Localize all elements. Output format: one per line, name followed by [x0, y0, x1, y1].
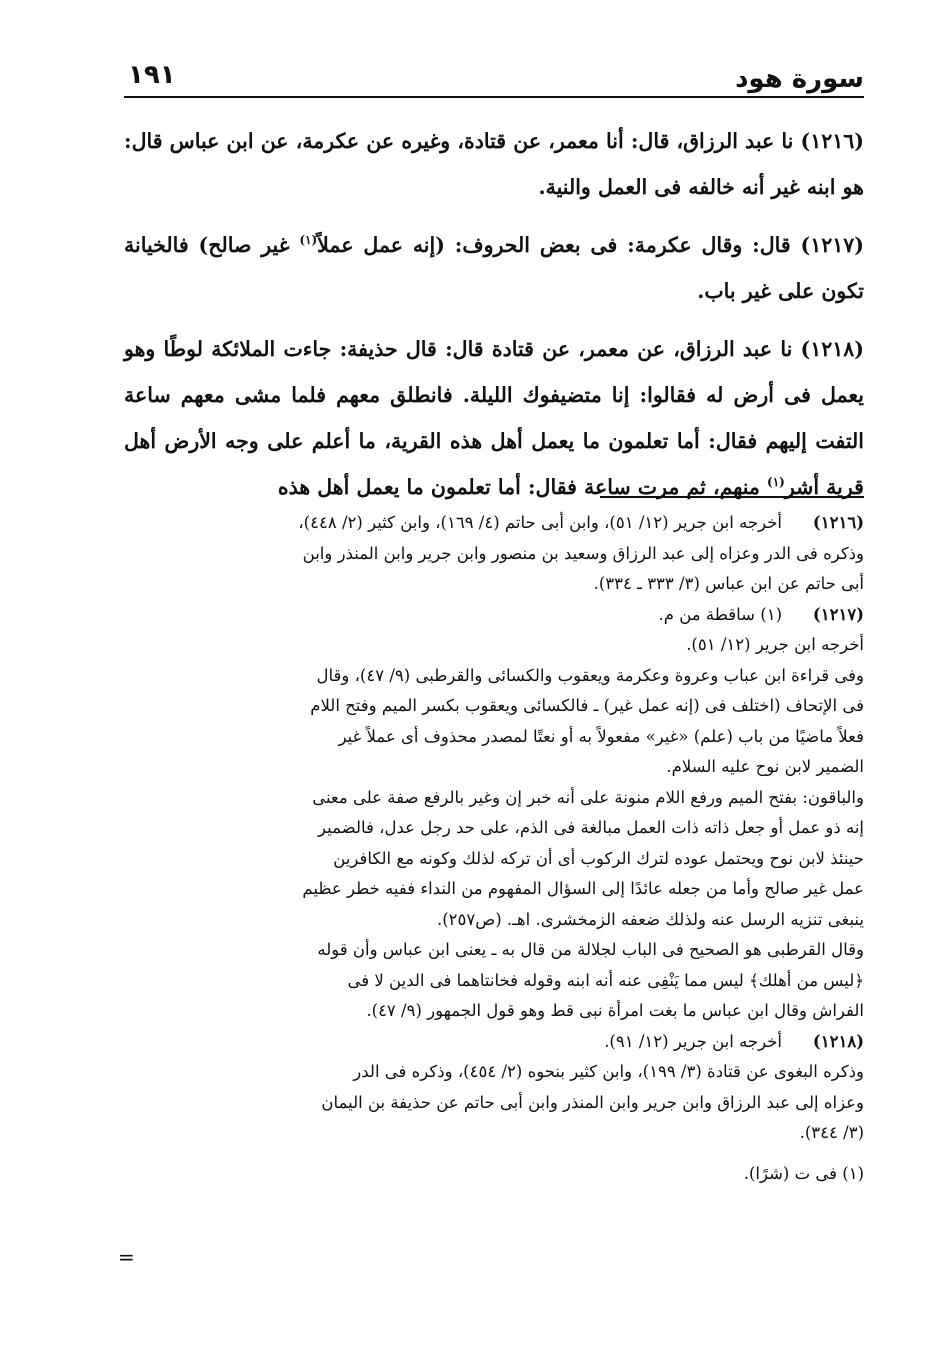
- hadith-text: نا عبد الرزاق، قال: أنا معمر، عن قتادة، وغيره عن عكرمة، عن ابن عباس قال: هو ابنه غير أنه خالفه فى العمل والنية.: [124, 129, 864, 199]
- footnote-line: وقال القرطبى هو الصحيح فى الباب لجلالة من قال به ـ يعنى ابن عباس وأن قوله: [317, 940, 864, 959]
- hadith-1218: [124, 326, 864, 510]
- footnote-number: (١٢١٧): [812, 604, 864, 624]
- footnote-line: ﴿ليس من أهلك﴾ ليس مما يَنْفِى عنه أنه ابنه وقوله فخانتاهما فى الدين لا فى: [347, 970, 864, 990]
- footnote-line: أبى حاتم عن ابن عباس (٣/ ٣٣٣ ـ ٣٣٤).: [593, 574, 864, 593]
- footnote-body: [124, 600, 782, 631]
- page-number: ١٩١: [128, 60, 176, 90]
- hadith-text: نا عبد الرزاق، عن معمر، عن قتادة قال: قال حذيفة: جاءت الملائكة لوطًا وهو يعمل فى أرض له فقالوا: إنا متضيفوك الليلة. فانطلق معهم فلما مشى معهم ساعة التفت إليهم فقال: أما تعلمون ما يعمل أهل هذه القرية، ما أعلم على وجه الأرض أهل قرية أشر: [124, 337, 864, 499]
- footnote-line: إنه ذو عمل أو جعل ذاته ذات العمل مبالغة فى الذم، على حد رجل عدل، فالضمير: [318, 818, 864, 837]
- footnote-line: وفى قراءة ابن عباب وعروة وعكرمة ويعقوب والكسائى والقرطبى (٩/ ٤٧)، وقال: [316, 665, 864, 685]
- footnote-body: [124, 1027, 782, 1058]
- footnote-number: (١٢١٨): [812, 1031, 864, 1051]
- footnotes: [124, 508, 864, 1189]
- hadith-1217: [124, 222, 864, 314]
- hadith-1216: [124, 118, 864, 210]
- hadith-text: قال: وقال عكرمة: فى بعض الحروف: (إنه عمل عملاً: [317, 233, 791, 257]
- footnote-line: أخرجه ابن جرير (١٢/ ٥١)، وابن أبى حاتم (٤/ ١٦٩)، وابن كثير (٢/ ٤٤٨)،: [298, 513, 782, 532]
- footnote-line: أخرجه ابن جرير (١٢/ ٩١).: [604, 1031, 782, 1051]
- footnote-line: ينبغى تنزيه الرسل عنه ولذلك ضعفه الزمخشرى. اهـ. (ص٢٥٧).: [436, 909, 864, 929]
- main-text: [124, 118, 864, 522]
- footnote-line: والباقون: بفتح الميم ورفع اللام منونة على أنه خبر إن وغير بالرفع صفة على معنى: [312, 787, 864, 807]
- footnote-line: وذكره البغوى عن قتادة (٣/ ١٩٩)، وابن كثير بنحوه (٢/ ٤٥٤)، وذكره فى الدر: [353, 1062, 864, 1081]
- footnote-body: [124, 508, 782, 539]
- footnote-line: حينئذ لابن نوح ويحتمل عوده لترك الركوب أى أن تركه لذلك وكونه مع الكافرين: [333, 848, 864, 868]
- footnote-line: (٣/ ٣٤٤).: [799, 1123, 864, 1142]
- footnote-line: فى الإتحاف (اختلف فى (إنه عمل غير) ـ فالكسائى ويعقوب بكسر الميم وفتح اللام: [310, 696, 864, 715]
- footnote-line: الضمير لابن نوح عليه السلام.: [666, 757, 864, 776]
- footnote-1217: [124, 600, 864, 631]
- footnote-line: فعلاً ماضيًا من باب (علم) «غير» مفعولاً به أو نعتًا لمصدر محذوف أى عملاً غير: [338, 726, 864, 746]
- footnote-line: أخرجه ابن جرير (١٢/ ٥١).: [686, 635, 864, 654]
- footnote-line: وعزاه إلى عبد الرزاق وابن جرير وابن المنذر وابن أبى حاتم عن حذيفة بن اليمان: [321, 1092, 864, 1112]
- hadith-number: (١٢١٨): [800, 337, 864, 361]
- footnote-ref: (١): [299, 233, 318, 248]
- footnote-line: (١) ساقطة من م.: [658, 604, 782, 624]
- footnote-1216: [124, 508, 864, 539]
- footnote-1218: [124, 1027, 864, 1058]
- header-rule: [124, 96, 864, 98]
- spacer: [124, 1149, 864, 1159]
- footnote-line: عمل غير صالح وأما من جعله عائدًا إلى السؤال المفهوم من النداء ففيه خطر عظيم: [302, 879, 864, 898]
- footnote-ref: (١): [767, 475, 785, 490]
- footnote-rule: [600, 496, 864, 498]
- hadith-text: غير صالح) فالخيانة تكون على غير باب.: [124, 233, 864, 303]
- hadith-text: منهم، ثم مرت ساعة فقال: أما تعلمون ما يعمل أهل هذه: [277, 475, 760, 499]
- page-footnote: (١) فى ت (شرًا).: [743, 1163, 864, 1183]
- footnote-line: وذكره فى الدر وعزاه إلى عبد الرزاق وسعيد بن منصور وابن جرير وابن المنذر وابن: [302, 543, 864, 563]
- running-header-surah: سورة هود: [735, 64, 864, 94]
- continuation-mark: =: [118, 1245, 135, 1269]
- footnote-number: (١٢١٦): [812, 513, 864, 532]
- hadith-number: (١٢١٦): [800, 129, 864, 153]
- footnote-line: الفراش وقال ابن عباس ما بغت امرأة نبى قط وهو قول الجمهور (٩/ ٤٧).: [366, 1001, 864, 1020]
- hadith-number: (١٢١٧): [800, 233, 864, 257]
